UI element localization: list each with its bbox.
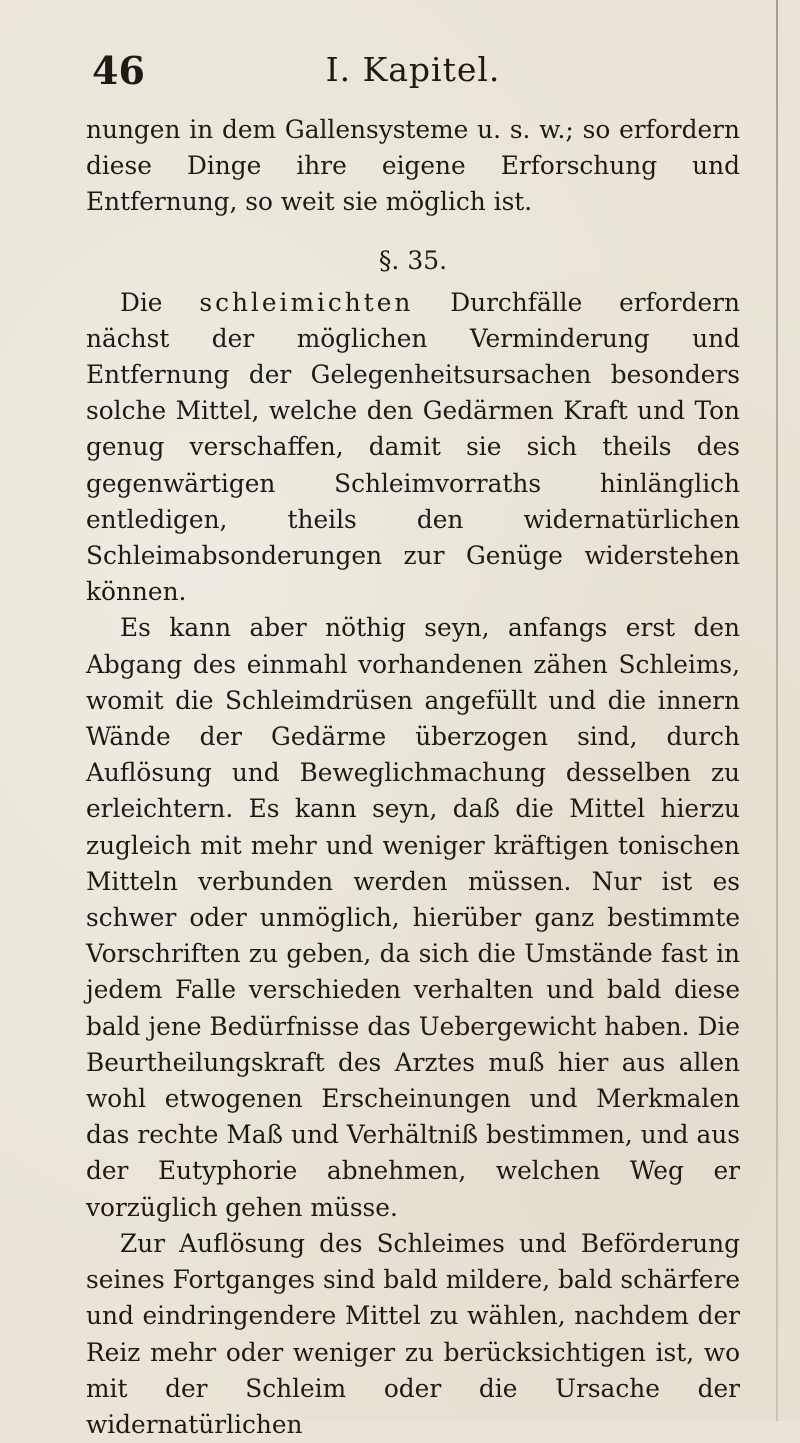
paragraph-1-text: Durchfälle erfordern nächst der möglichen Verminderung und Entfernung der Gelegenheitsursachen besonders solche Mittel, welche den Gedärmen Kraft und Ton genug verschaffen, damit sie sich theils des gegenwärtigen Schleimvorraths hinlänglich entledigen, theils den widernatürlichen Schleimabsonderungen zur Genüge widerstehen können.	[86, 287, 740, 607]
chapter-title: I. Kapitel.	[325, 50, 501, 89]
paragraph-3: Zur Auflösung des Schleimes und Beförderung seines Fortganges sind bald mildere, bald schärfere und eindringendere Mittel zu wählen, nachdem der Reiz mehr oder weniger zu berücksichtigen ist, wo mit der Schleim oder die Ursache der widernatürlichen	[86, 1228, 740, 1439]
section-number: §. 35.	[378, 245, 448, 275]
page-edge-line	[776, 0, 778, 1421]
continuation-paragraph: nungen in dem Gallensysteme u. s. w.; so erfordern diese Dinge ihre eigene Erforschung und Entfernung, so weit sie möglich ist.	[86, 115, 740, 217]
paragraph-1	[86, 285, 740, 611]
running-head	[86, 48, 740, 98]
page-number: 46	[92, 48, 145, 93]
paragraph-1-lead: Die	[120, 287, 163, 317]
paragraph-1-emphasis: schleimichten	[199, 287, 414, 317]
paragraph-2: Es kann aber nöthig seyn, anfangs erst den Abgang des einmahl vorhandenen zähen Schleims, womit die Schleimdrüsen angefüllt und die innern Wände der Gedärme überzogen sind, durch Auflösung und Beweglichmachung desselben zu erleichtern. Es kann seyn, daß die Mittel hierzu zugleich mit mehr und weniger kräftigen tonischen Mitteln verbunden werden müssen. Nur ist es schwer oder unmöglich, hierüber ganz bestimmte Vorschriften zu geben, da sich die Umstände fast in jedem Falle verschieden verhalten und bald diese bald jene Bedürfnisse das Uebergewicht haben. Die Beurtheilungskraft des Arztes muß hier aus allen wohl etwogenen Erscheinungen und Merkmalen das rechte Maß und Verhältniß bestimmen, und aus der Eutyphorie abnehmen, welchen Weg er vorzüglich gehen müsse.	[86, 613, 740, 1222]
